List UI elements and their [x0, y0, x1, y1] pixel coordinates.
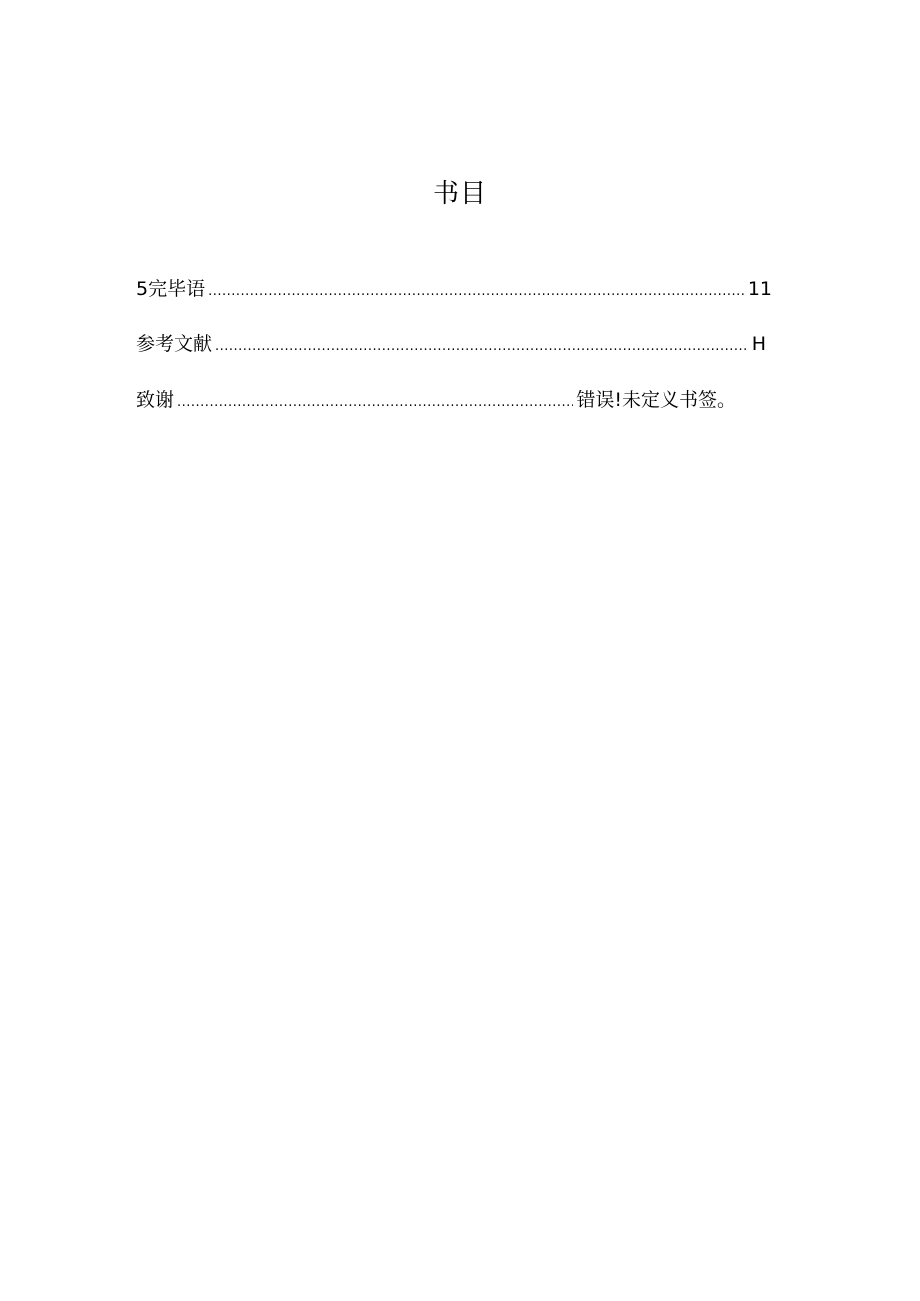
toc-entry-page: 错误!未定义书签。 [576, 389, 736, 411]
toc-entry-label: 致谢 [136, 389, 175, 411]
toc-entry-page: H [751, 333, 766, 355]
toc-dot-leader [208, 279, 745, 305]
toc-entry-label: 参考文献 [136, 333, 213, 355]
page-title: 书目 [432, 179, 487, 209]
toc-entry-conclusion[interactable] [136, 276, 772, 305]
toc-dot-leader [177, 390, 573, 416]
toc-entry-label: 5完毕语 [136, 278, 206, 300]
toc-entry-page: 11 [747, 278, 772, 300]
toc-entry-acknowledgements[interactable] [136, 387, 736, 416]
toc-entry-references[interactable] [136, 331, 766, 360]
toc-dot-leader [215, 334, 749, 360]
